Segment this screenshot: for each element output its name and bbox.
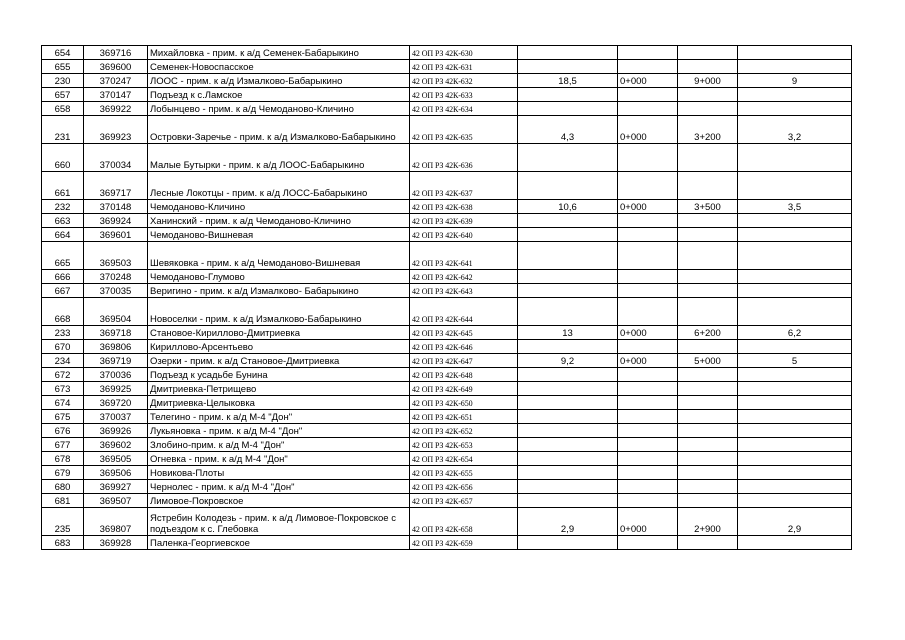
road-length-cell: 13: [518, 326, 618, 340]
section-length-cell: 2,9: [738, 508, 852, 536]
road-length-cell: [518, 536, 618, 550]
row-number-cell: 677: [42, 438, 84, 452]
section-length-cell: 6,2: [738, 326, 852, 340]
section-start-cell: [618, 424, 678, 438]
road-name-cell: Подъезд к усадьбе Бунина: [148, 368, 410, 382]
row-number-cell: 234: [42, 354, 84, 368]
section-start-cell: 0+000: [618, 326, 678, 340]
road-id-cell: 369717: [84, 172, 148, 200]
row-number-cell: 235: [42, 508, 84, 536]
section-end-cell: [678, 270, 738, 284]
table-row: [42, 144, 852, 172]
road-length-cell: [518, 494, 618, 508]
row-number-cell: 681: [42, 494, 84, 508]
row-number-cell: 660: [42, 144, 84, 172]
section-length-cell: [738, 494, 852, 508]
table-row: [42, 438, 852, 452]
road-name-cell: Лукьяновка - прим. к а/д М-4 "Дон": [148, 424, 410, 438]
row-number-cell: 664: [42, 228, 84, 242]
road-length-cell: [518, 242, 618, 270]
road-length-cell: [518, 172, 618, 200]
road-name-cell: Новикова-Плоты: [148, 466, 410, 480]
table-row: [42, 424, 852, 438]
section-length-cell: 5: [738, 354, 852, 368]
section-end-cell: [678, 368, 738, 382]
section-end-cell: 3+500: [678, 200, 738, 214]
road-code-cell: 42 ОП РЗ 42К-656: [410, 480, 518, 494]
row-number-cell: 674: [42, 396, 84, 410]
road-length-cell: [518, 270, 618, 284]
section-end-cell: [678, 298, 738, 326]
section-end-cell: 2+900: [678, 508, 738, 536]
section-length-cell: [738, 382, 852, 396]
road-code-cell: 42 ОП РЗ 42К-643: [410, 284, 518, 298]
road-id-cell: 369922: [84, 102, 148, 116]
section-end-cell: 3+200: [678, 116, 738, 144]
road-name-cell: Ястребин Колодезь - прим. к а/д Лимовое-Покровское с подъездом к с. Глебовка: [148, 508, 410, 536]
section-start-cell: [618, 214, 678, 228]
road-code-cell: 42 ОП РЗ 42К-652: [410, 424, 518, 438]
section-length-cell: [738, 424, 852, 438]
row-number-cell: 655: [42, 60, 84, 74]
row-number-cell: 658: [42, 102, 84, 116]
section-end-cell: [678, 284, 738, 298]
table-row: [42, 270, 852, 284]
road-length-cell: 10,6: [518, 200, 618, 214]
section-start-cell: [618, 382, 678, 396]
section-length-cell: [738, 466, 852, 480]
section-length-cell: [738, 46, 852, 60]
row-number-cell: 676: [42, 424, 84, 438]
road-length-cell: [518, 410, 618, 424]
road-id-cell: 369716: [84, 46, 148, 60]
row-number-cell: 675: [42, 410, 84, 424]
section-length-cell: [738, 536, 852, 550]
road-name-cell: Чернолес - прим. к а/д М-4 "Дон": [148, 480, 410, 494]
road-id-cell: 369507: [84, 494, 148, 508]
road-length-cell: [518, 480, 618, 494]
row-number-cell: 663: [42, 214, 84, 228]
table-row: [42, 60, 852, 74]
road-length-cell: 9,2: [518, 354, 618, 368]
road-id-cell: 369928: [84, 536, 148, 550]
road-code-cell: 42 ОП РЗ 42К-649: [410, 382, 518, 396]
road-id-cell: 369503: [84, 242, 148, 270]
section-start-cell: [618, 452, 678, 466]
table-row: [42, 284, 852, 298]
table-row: [42, 172, 852, 200]
section-start-cell: [618, 410, 678, 424]
road-id-cell: 369602: [84, 438, 148, 452]
section-start-cell: [618, 144, 678, 172]
road-id-cell: 369926: [84, 424, 148, 438]
section-start-cell: [618, 340, 678, 354]
table-row: [42, 242, 852, 270]
section-end-cell: [678, 214, 738, 228]
section-length-cell: [738, 368, 852, 382]
section-length-cell: [738, 242, 852, 270]
table-row: [42, 452, 852, 466]
road-length-cell: [518, 228, 618, 242]
road-code-cell: 42 ОП РЗ 42К-639: [410, 214, 518, 228]
section-start-cell: [618, 284, 678, 298]
road-id-cell: 369601: [84, 228, 148, 242]
road-id-cell: 369720: [84, 396, 148, 410]
road-length-cell: [518, 214, 618, 228]
section-start-cell: 0+000: [618, 116, 678, 144]
table-row: [42, 200, 852, 214]
road-length-cell: [518, 452, 618, 466]
road-code-cell: 42 ОП РЗ 42К-659: [410, 536, 518, 550]
table-body: [42, 46, 852, 550]
section-length-cell: 3,2: [738, 116, 852, 144]
row-number-cell: 661: [42, 172, 84, 200]
road-code-cell: 42 ОП РЗ 42К-638: [410, 200, 518, 214]
section-length-cell: [738, 340, 852, 354]
road-id-cell: 369924: [84, 214, 148, 228]
section-start-cell: [618, 480, 678, 494]
section-end-cell: [678, 144, 738, 172]
road-id-cell: 370248: [84, 270, 148, 284]
road-code-cell: 42 ОП РЗ 42К-658: [410, 508, 518, 536]
road-id-cell: 370036: [84, 368, 148, 382]
road-length-cell: 2,9: [518, 508, 618, 536]
road-name-cell: Новоселки - прим. к а/д Измалково-Бабарыкино: [148, 298, 410, 326]
road-name-cell: Михайловка - прим. к а/д Семенек-Бабарыкино: [148, 46, 410, 60]
road-name-cell: Лесные Локотцы - прим. к а/д ЛОСС-Бабарыкино: [148, 172, 410, 200]
section-length-cell: [738, 298, 852, 326]
table-row: [42, 396, 852, 410]
section-start-cell: [618, 242, 678, 270]
row-number-cell: 230: [42, 74, 84, 88]
section-end-cell: [678, 172, 738, 200]
section-length-cell: [738, 438, 852, 452]
table-row: [42, 410, 852, 424]
table-row: [42, 46, 852, 60]
section-end-cell: 6+200: [678, 326, 738, 340]
road-name-cell: Ханинский - прим. к а/д Чемоданово-Кличино: [148, 214, 410, 228]
road-id-cell: 370148: [84, 200, 148, 214]
section-length-cell: [738, 214, 852, 228]
road-name-cell: Лобынцево - прим. к а/д Чемоданово-Кличино: [148, 102, 410, 116]
section-end-cell: [678, 424, 738, 438]
road-length-cell: 18,5: [518, 74, 618, 88]
section-end-cell: [678, 494, 738, 508]
section-start-cell: 0+000: [618, 200, 678, 214]
road-name-cell: Лимовое-Покровское: [148, 494, 410, 508]
road-id-cell: 370035: [84, 284, 148, 298]
section-start-cell: [618, 494, 678, 508]
road-name-cell: Телегино - прим. к а/д М-4 "Дон": [148, 410, 410, 424]
road-code-cell: 42 ОП РЗ 42К-653: [410, 438, 518, 452]
table-row: [42, 508, 852, 536]
road-code-cell: 42 ОП РЗ 42К-655: [410, 466, 518, 480]
road-name-cell: Паленка-Георгиевское: [148, 536, 410, 550]
section-length-cell: [738, 452, 852, 466]
road-id-cell: 370034: [84, 144, 148, 172]
section-end-cell: [678, 60, 738, 74]
section-end-cell: [678, 480, 738, 494]
row-number-cell: 231: [42, 116, 84, 144]
road-length-cell: [518, 382, 618, 396]
road-code-cell: 42 ОП РЗ 42К-644: [410, 298, 518, 326]
section-start-cell: [618, 46, 678, 60]
road-code-cell: 42 ОП РЗ 42К-654: [410, 452, 518, 466]
road-length-cell: [518, 396, 618, 410]
table-row: [42, 368, 852, 382]
road-name-cell: Малые Бутырки - прим. к а/д ЛООС-Бабарыкино: [148, 144, 410, 172]
table-row: [42, 480, 852, 494]
section-start-cell: [618, 536, 678, 550]
section-length-cell: [738, 228, 852, 242]
row-number-cell: 666: [42, 270, 84, 284]
road-id-cell: 370147: [84, 88, 148, 102]
section-start-cell: [618, 466, 678, 480]
road-name-cell: Чемоданово-Глумово: [148, 270, 410, 284]
road-name-cell: Озерки - прим. к а/д Становое-Дмитриевка: [148, 354, 410, 368]
table-row: [42, 494, 852, 508]
section-end-cell: [678, 452, 738, 466]
section-end-cell: [678, 46, 738, 60]
road-name-cell: Островки-Заречье - прим. к а/д Измалково-Бабарыкино: [148, 116, 410, 144]
section-end-cell: [678, 228, 738, 242]
road-name-cell: Становое-Кириллово-Дмитриевка: [148, 326, 410, 340]
road-code-cell: 42 ОП РЗ 42К-633: [410, 88, 518, 102]
road-id-cell: 369505: [84, 452, 148, 466]
section-length-cell: [738, 102, 852, 116]
road-id-cell: 369923: [84, 116, 148, 144]
road-name-cell: Подъезд к с.Ламское: [148, 88, 410, 102]
table-row: [42, 354, 852, 368]
road-code-cell: 42 ОП РЗ 42К-632: [410, 74, 518, 88]
section-end-cell: [678, 466, 738, 480]
road-code-cell: 42 ОП РЗ 42К-651: [410, 410, 518, 424]
road-code-cell: 42 ОП РЗ 42К-630: [410, 46, 518, 60]
road-name-cell: Семенек-Новоспасское: [148, 60, 410, 74]
road-code-cell: 42 ОП РЗ 42К-657: [410, 494, 518, 508]
section-length-cell: 3,5: [738, 200, 852, 214]
road-code-cell: 42 ОП РЗ 42К-646: [410, 340, 518, 354]
section-length-cell: [738, 270, 852, 284]
table-row: [42, 214, 852, 228]
row-number-cell: 678: [42, 452, 84, 466]
row-number-cell: 670: [42, 340, 84, 354]
section-end-cell: [678, 88, 738, 102]
table-row: [42, 88, 852, 102]
section-start-cell: [618, 298, 678, 326]
row-number-cell: 657: [42, 88, 84, 102]
road-name-cell: Веригино - прим. к а/д Измалково- Бабарыкино: [148, 284, 410, 298]
section-end-cell: [678, 410, 738, 424]
road-name-cell: Шевяковка - прим. к а/д Чемоданово-Вишневая: [148, 242, 410, 270]
road-name-cell: Чемоданово-Вишневая: [148, 228, 410, 242]
section-length-cell: [738, 88, 852, 102]
row-number-cell: 680: [42, 480, 84, 494]
road-name-cell: Чемоданово-Кличино: [148, 200, 410, 214]
section-length-cell: [738, 284, 852, 298]
road-length-cell: [518, 368, 618, 382]
road-length-cell: [518, 340, 618, 354]
road-id-cell: 369506: [84, 466, 148, 480]
road-code-cell: 42 ОП РЗ 42К-635: [410, 116, 518, 144]
road-id-cell: 369807: [84, 508, 148, 536]
road-code-cell: 42 ОП РЗ 42К-631: [410, 60, 518, 74]
row-number-cell: 683: [42, 536, 84, 550]
section-end-cell: [678, 340, 738, 354]
road-id-cell: 369925: [84, 382, 148, 396]
section-end-cell: [678, 102, 738, 116]
row-number-cell: 233: [42, 326, 84, 340]
section-start-cell: 0+000: [618, 74, 678, 88]
row-number-cell: 665: [42, 242, 84, 270]
section-start-cell: [618, 88, 678, 102]
road-length-cell: 4,3: [518, 116, 618, 144]
road-length-cell: [518, 88, 618, 102]
road-id-cell: 369806: [84, 340, 148, 354]
table-row: [42, 298, 852, 326]
section-end-cell: [678, 396, 738, 410]
road-length-cell: [518, 102, 618, 116]
road-id-cell: 369927: [84, 480, 148, 494]
section-length-cell: [738, 60, 852, 74]
road-code-cell: 42 ОП РЗ 42К-648: [410, 368, 518, 382]
section-end-cell: 5+000: [678, 354, 738, 368]
road-length-cell: [518, 60, 618, 74]
table-row: [42, 116, 852, 144]
table-row: [42, 382, 852, 396]
section-start-cell: 0+000: [618, 508, 678, 536]
road-id-cell: 369504: [84, 298, 148, 326]
road-id-cell: 369600: [84, 60, 148, 74]
section-end-cell: [678, 382, 738, 396]
road-code-cell: 42 ОП РЗ 42К-637: [410, 172, 518, 200]
section-end-cell: [678, 438, 738, 452]
section-start-cell: [618, 228, 678, 242]
road-code-cell: 42 ОП РЗ 42К-636: [410, 144, 518, 172]
section-start-cell: 0+000: [618, 354, 678, 368]
row-number-cell: 232: [42, 200, 84, 214]
road-name-cell: ЛООС - прим. к а/д Измалково-Бабарыкино: [148, 74, 410, 88]
road-length-cell: [518, 46, 618, 60]
table-row: [42, 74, 852, 88]
road-code-cell: 42 ОП РЗ 42К-650: [410, 396, 518, 410]
row-number-cell: 679: [42, 466, 84, 480]
road-length-cell: [518, 424, 618, 438]
road-code-cell: 42 ОП РЗ 42К-647: [410, 354, 518, 368]
road-name-cell: Злобино-прим. к а/д М-4 "Дон": [148, 438, 410, 452]
table-row: [42, 102, 852, 116]
table-row: [42, 340, 852, 354]
row-number-cell: 672: [42, 368, 84, 382]
road-name-cell: Кириллово-Арсентьево: [148, 340, 410, 354]
section-start-cell: [618, 102, 678, 116]
road-id-cell: 370247: [84, 74, 148, 88]
section-length-cell: [738, 172, 852, 200]
road-length-cell: [518, 438, 618, 452]
section-start-cell: [618, 60, 678, 74]
road-length-cell: [518, 144, 618, 172]
table-row: [42, 536, 852, 550]
road-code-cell: 42 ОП РЗ 42К-645: [410, 326, 518, 340]
section-length-cell: [738, 396, 852, 410]
road-code-cell: 42 ОП РЗ 42К-642: [410, 270, 518, 284]
road-id-cell: 369718: [84, 326, 148, 340]
section-end-cell: [678, 242, 738, 270]
row-number-cell: 668: [42, 298, 84, 326]
section-length-cell: [738, 144, 852, 172]
table-row: [42, 326, 852, 340]
road-length-cell: [518, 284, 618, 298]
road-name-cell: Дмитриевка-Петрищево: [148, 382, 410, 396]
section-start-cell: [618, 438, 678, 452]
section-length-cell: 9: [738, 74, 852, 88]
table-row: [42, 466, 852, 480]
section-start-cell: [618, 396, 678, 410]
table-row: [42, 228, 852, 242]
section-end-cell: [678, 536, 738, 550]
road-id-cell: 369719: [84, 354, 148, 368]
section-length-cell: [738, 410, 852, 424]
road-code-cell: 42 ОП РЗ 42К-634: [410, 102, 518, 116]
row-number-cell: 654: [42, 46, 84, 60]
road-id-cell: 370037: [84, 410, 148, 424]
road-length-cell: [518, 298, 618, 326]
section-start-cell: [618, 368, 678, 382]
section-length-cell: [738, 480, 852, 494]
row-number-cell: 667: [42, 284, 84, 298]
section-end-cell: 9+000: [678, 74, 738, 88]
road-code-cell: 42 ОП РЗ 42К-640: [410, 228, 518, 242]
section-start-cell: [618, 172, 678, 200]
road-name-cell: Огневка - прим. к а/д М-4 "Дон": [148, 452, 410, 466]
section-start-cell: [618, 270, 678, 284]
row-number-cell: 673: [42, 382, 84, 396]
road-code-cell: 42 ОП РЗ 42К-641: [410, 242, 518, 270]
road-length-cell: [518, 466, 618, 480]
road-registry-table: [41, 45, 852, 550]
road-name-cell: Дмитриевка-Целыковка: [148, 396, 410, 410]
